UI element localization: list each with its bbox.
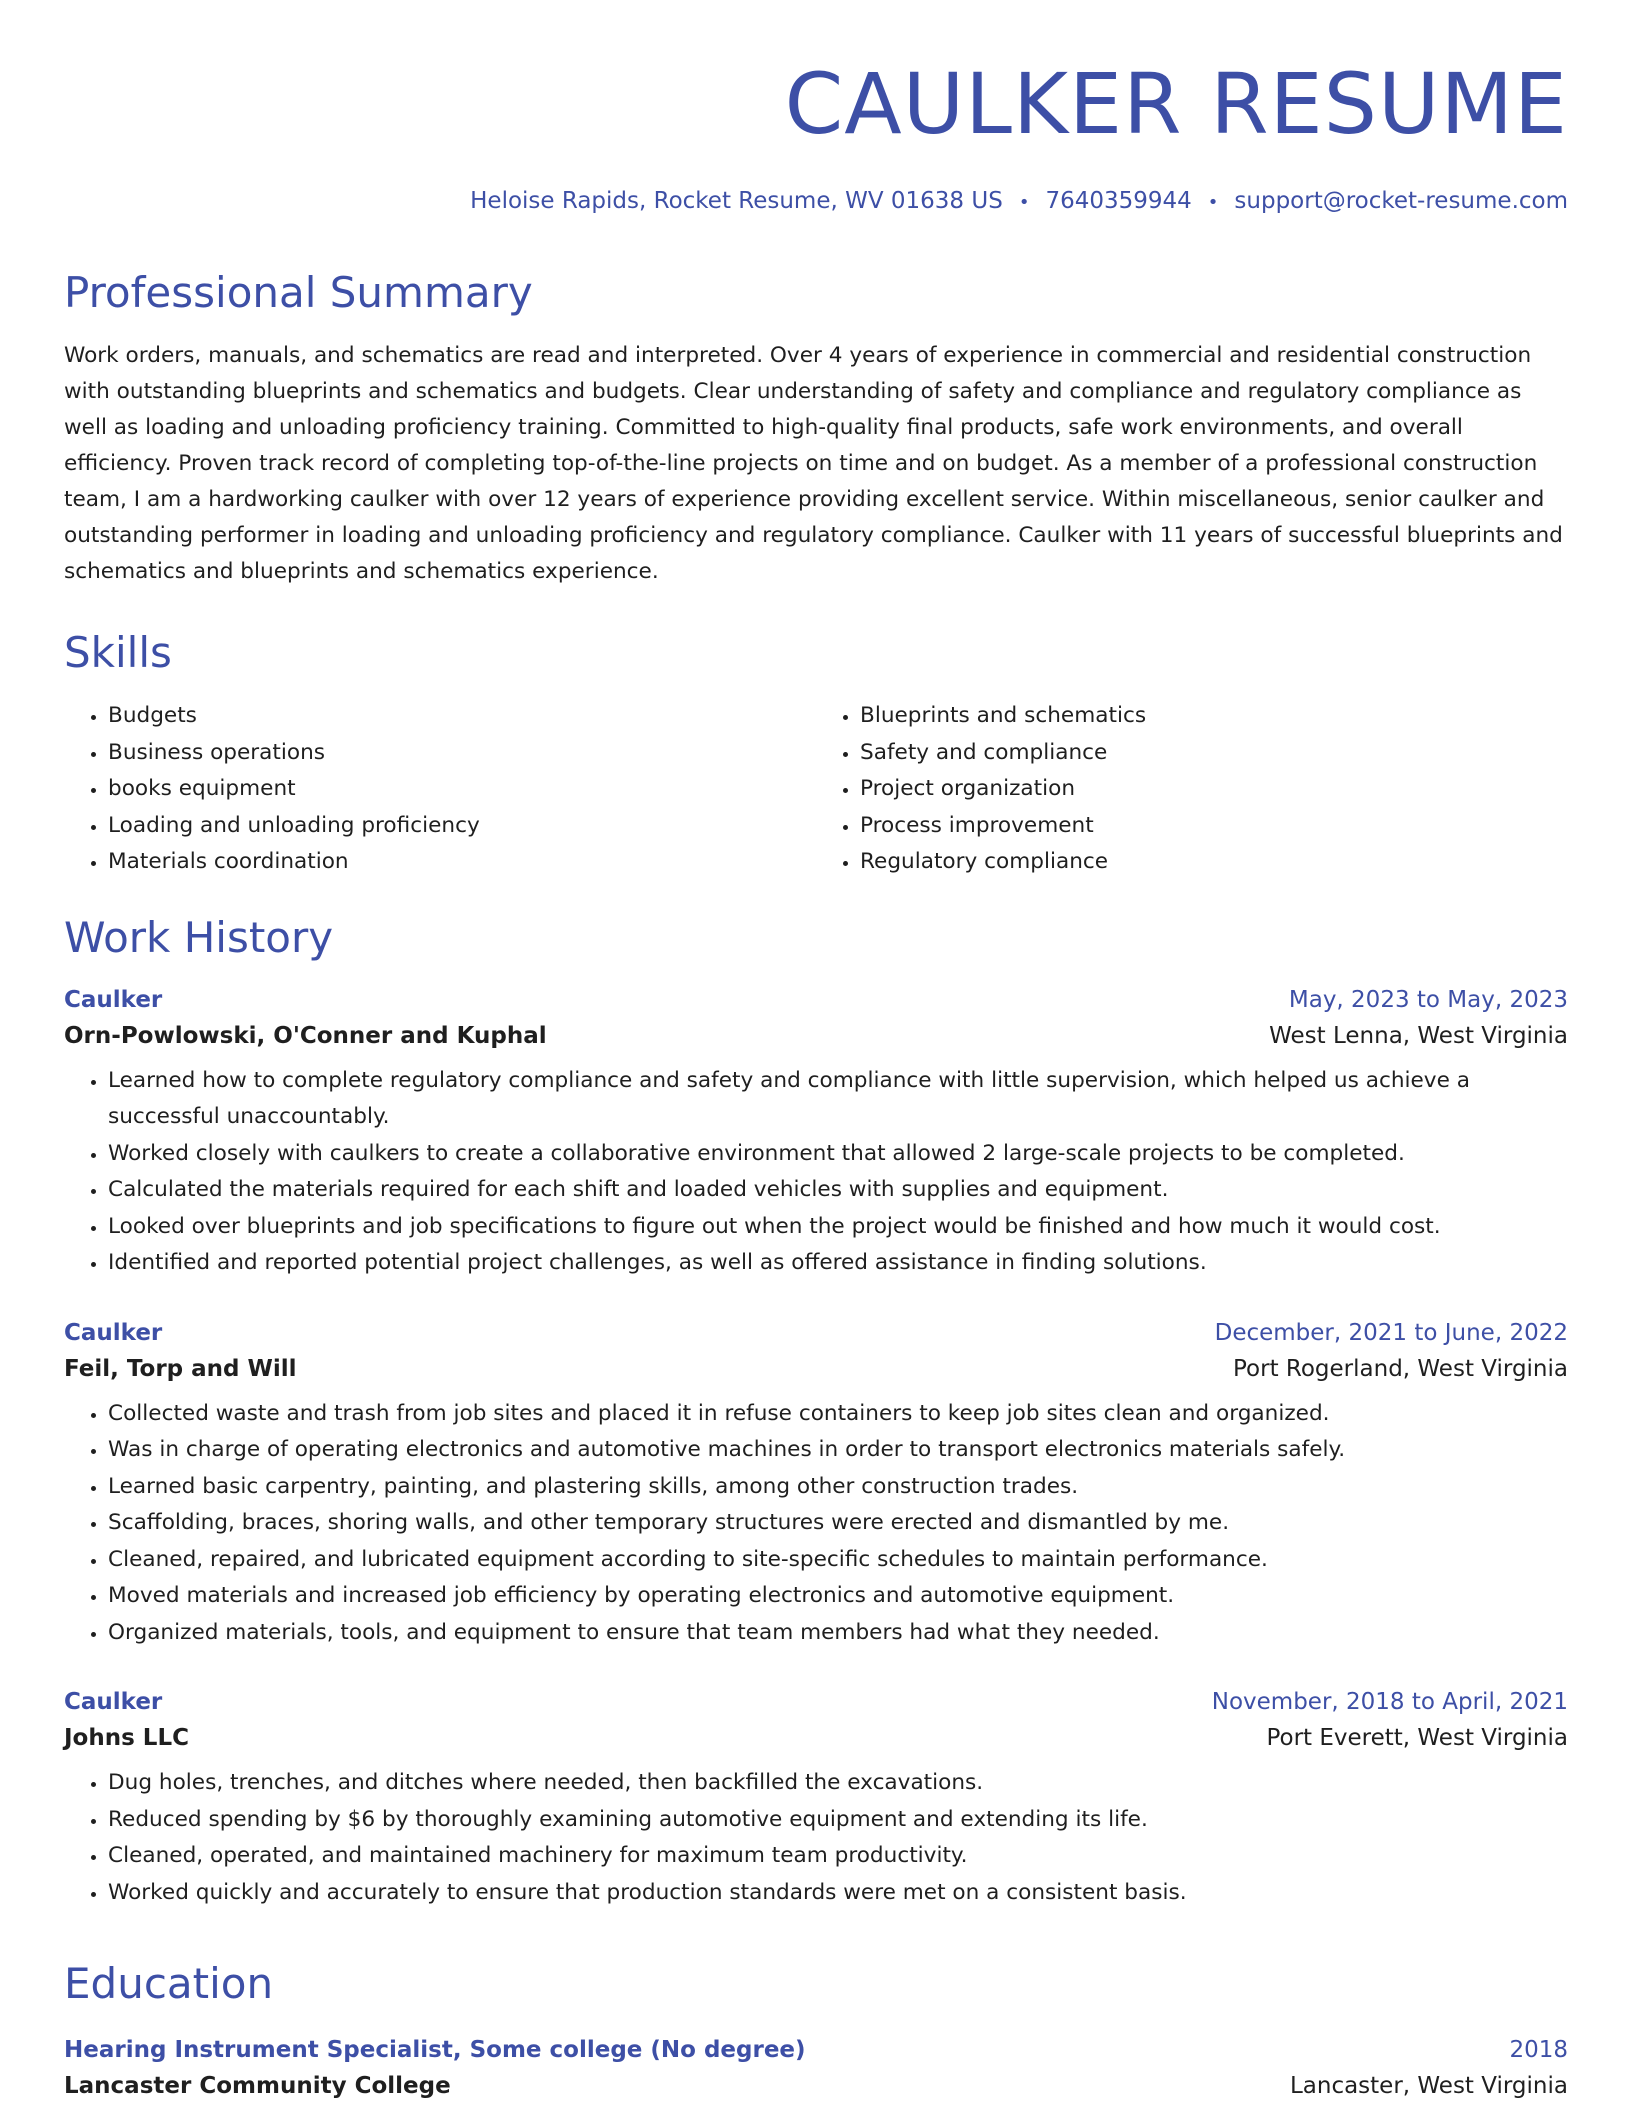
education-location: Lancaster, West Virginia [1289, 2073, 1568, 2099]
job-bullet: • Collected waste and trash from job sites and placed it in refuse containers to keep job sites clean and organized. [108, 1396, 1568, 1433]
job-bullet: • Moved materials and increased job efficiency by operating electronics and automotive equipment. [108, 1578, 1568, 1615]
education-header-row [64, 2037, 1568, 2063]
job-bullet: • Reduced spending by $6 by thoroughly examining automotive equipment and extending its life. [108, 1802, 1568, 1839]
job-bullet: • Learned basic carpentry, painting, and plastering skills, among other construction trades. [108, 1469, 1568, 1506]
skills-grid [64, 698, 1568, 881]
education-school-row [64, 2073, 1568, 2099]
job-dates: December, 2021 to June, 2022 [1214, 1319, 1568, 1346]
section-title-work-history: Work History [64, 912, 334, 962]
contact-address: Heloise Rapids, Rocket Resume, WV 01638 US [470, 188, 1003, 214]
job-employer-row [64, 1725, 1568, 1751]
job-bullet: • Identified and reported potential project challenges, as well as offered assistance in finding solutions. [108, 1245, 1568, 1282]
skill-item: • Budgets [108, 698, 816, 735]
job-dates: November, 2018 to April, 2021 [1211, 1689, 1568, 1715]
job-bullets [64, 1396, 1568, 1652]
skill-item: • Business operations [108, 735, 816, 772]
contact-email[interactable]: support@rocket-resume.com [1234, 188, 1568, 214]
skill-item: • Process improvement [860, 808, 1568, 845]
section-title-summary: Professional Summary [64, 268, 533, 317]
job-bullet: • Cleaned, repaired, and lubricated equipment according to site-specific schedules to maintain performance. [108, 1542, 1568, 1579]
job-title: Caulker [64, 1319, 163, 1346]
separator-dot: • [1207, 192, 1219, 213]
skills-list-left [64, 698, 816, 881]
education-entry [64, 2037, 1568, 2099]
work-history-section [64, 912, 1568, 1912]
job-entry [64, 1689, 1568, 1911]
job-bullet: • Worked quickly and accurately to ensure that production standards were met on a consistent basis. [108, 1875, 1568, 1912]
job-bullet: • Cleaned, operated, and maintained machinery for maximum team productivity. [108, 1838, 1568, 1875]
job-header-row [64, 1689, 1568, 1715]
job-bullet: • Calculated the materials required for each shift and loaded vehicles with supplies and equipment. [108, 1172, 1568, 1209]
job-entry [64, 1320, 1568, 1652]
section-title-education: Education [64, 1959, 274, 2008]
job-bullet: • Learned how to complete regulatory compliance and safety and compliance with little supervision, which helped us achieve a successful unaccountably. [108, 1063, 1568, 1136]
skills-list-right [816, 698, 1568, 881]
job-location: West Lenna, West Virginia [1269, 1022, 1568, 1049]
job-header-row [64, 987, 1568, 1013]
skills-section [64, 628, 1568, 881]
job-bullet: • Worked closely with caulkers to create a collaborative environment that allowed 2 large-scale projects to be completed. [108, 1136, 1568, 1173]
job-bullet: • Organized materials, tools, and equipment to ensure that team members had what they needed. [108, 1615, 1568, 1652]
job-location: Port Everett, West Virginia [1266, 1725, 1568, 1751]
contact-line [64, 188, 1568, 214]
skill-item: • Materials coordination [108, 844, 816, 881]
contact-phone: 7640359944 [1045, 188, 1192, 214]
skill-item: • Loading and unloading proficiency [108, 808, 816, 845]
job-location: Port Rogerland, West Virginia [1233, 1355, 1568, 1382]
skill-item: • books equipment [108, 771, 816, 808]
job-bullet: • Was in charge of operating electronics and automotive machines in order to transport electronics materials safely. [108, 1432, 1568, 1469]
education-year: 2018 [1509, 2037, 1568, 2063]
resume-title: CAULKER RESUME [784, 55, 1568, 153]
job-employer: Orn-Powlowski, O'Conner and Kuphal [64, 1022, 547, 1049]
job-dates: May, 2023 to May, 2023 [1288, 986, 1568, 1013]
skill-item: • Safety and compliance [860, 735, 1568, 772]
job-employer-row [64, 1356, 1568, 1382]
education-section [64, 1959, 1568, 2099]
separator-dot: • [1018, 192, 1030, 213]
summary-text: Work orders, manuals, and schematics are read and interpreted. Over 4 years of experience in commercial and residential construction with outstanding blueprints and schematics and budgets. Clear understanding of safety and compliance and regulatory compliance as well as loading and unloading proficiency training. Committed to high-quality final products, safe work environments, and overall efficiency. Proven track record of completing top-of-the-line projects on time and on budget. As a member of a professional construction team, I am a hardworking caulker with over 12 years of experience providing excellent service. Within miscellaneous, senior caulker and outstanding performer in loading and unloading proficiency and regulatory compliance. Caulker with 11 years of successful blueprints and schematics and blueprints and schematics experience. [64, 343, 1563, 584]
job-bullet: • Dug holes, trenches, and ditches where needed, then backfilled the excavations. [108, 1765, 1568, 1802]
job-entry [64, 987, 1568, 1282]
skill-item: • Regulatory compliance [860, 844, 1568, 881]
job-title: Caulker [64, 986, 163, 1013]
section-title-skills: Skills [64, 628, 172, 677]
job-title: Caulker [64, 1689, 163, 1715]
skill-item: • Blueprints and schematics [860, 698, 1568, 735]
education-school: Lancaster Community College [64, 2073, 451, 2099]
education-degree: Hearing Instrument Specialist, Some college (No degree) [64, 2037, 806, 2063]
job-bullet: • Looked over blueprints and job specifications to figure out when the project would be finished and how much it would cost. [108, 1209, 1568, 1246]
job-employer: Johns LLC [64, 1725, 189, 1751]
job-header-row [64, 1320, 1568, 1346]
job-bullets [64, 1063, 1568, 1282]
summary-section [64, 268, 1568, 590]
job-employer-row [64, 1023, 1568, 1049]
skill-item: • Project organization [860, 771, 1568, 808]
job-employer: Feil, Torp and Will [64, 1355, 297, 1382]
job-bullet: • Scaffolding, braces, shoring walls, and other temporary structures were erected and dismantled by me. [108, 1505, 1568, 1542]
job-bullets [64, 1765, 1568, 1911]
